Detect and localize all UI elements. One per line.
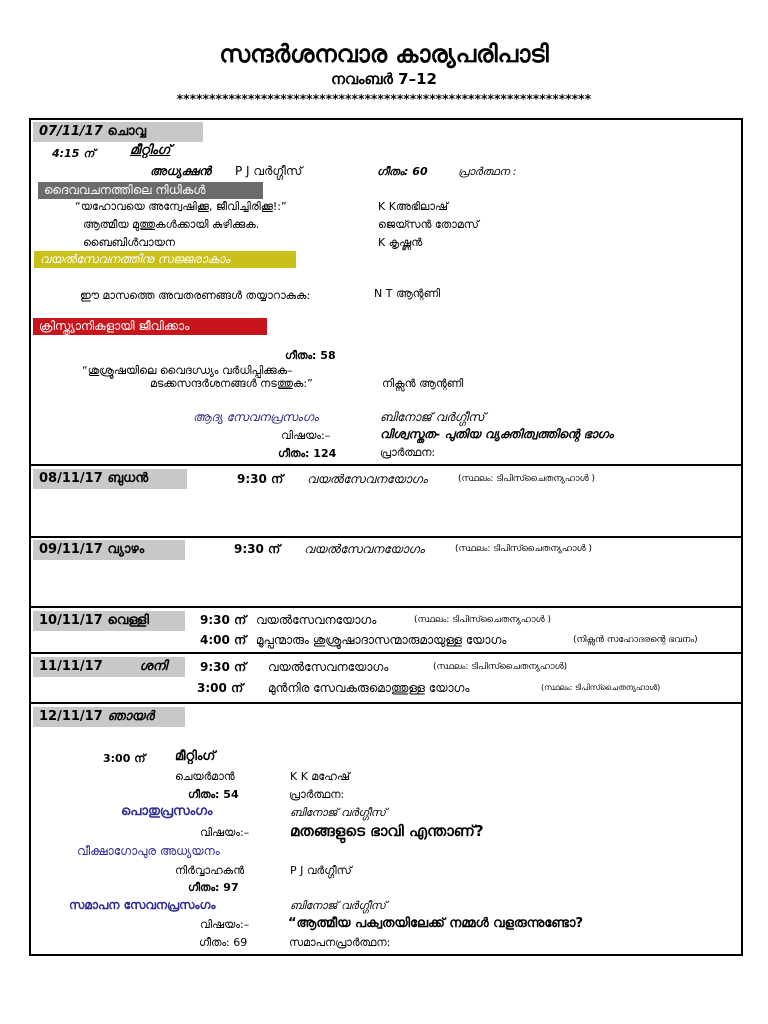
event-name: മുൻനിര സേവകരുമൊത്തുള്ള യോഗം [268, 681, 470, 695]
day-divider [29, 702, 743, 704]
service-talk-subject: വിശ്വസ്തത- പുതിയ വ്യക്തിത്വത്തിന്റെ ഭാഗം [380, 427, 614, 441]
day-date: 08/11/17 [39, 471, 103, 486]
conductor-label: നിർവ്വാഹകൻ [175, 864, 245, 877]
day-header-friday [33, 611, 185, 631]
service-talk-subject-label: വിഷയം:– [281, 429, 331, 442]
event-place: (നിക്സൻ സഹോദരന്റെ ഭവനം) [573, 635, 698, 645]
event-name: വയൽസേവനയോഗം [268, 660, 389, 674]
treasures-item-name: ജെയ്സൻ തോമസ് [378, 218, 479, 231]
treasures-item: ആത്മീയ മുത്തുകൾക്കായി കുഴിക്കുക. [83, 218, 260, 231]
end-prayer: പ്രാർത്ഥന: [380, 446, 436, 459]
treasures-item-name: K Kഅഭിലാഷ് [378, 200, 448, 213]
living-item-name: നിക്സൻ ആന്റണി [382, 377, 464, 390]
public-talk-name: ബിനോജ് വർഗ്ഗീസ് [290, 806, 386, 819]
section-ministry: വയൽസേവനത്തിനു സജ്ജരാകാം [34, 251, 296, 268]
star-divider: **************************************************************** [176, 92, 592, 106]
event-time: 9:30 ന് [237, 472, 284, 486]
closing-talk-name: ബിനോജ് വർഗ്ഗീസ് [290, 899, 386, 912]
day-name: ചൊവ്വ [107, 124, 147, 139]
ministry-item: ഈ മാസത്തെ അവതരണങ്ങൾ തയ്യാറാകുക: [80, 289, 311, 302]
song: ഗീതം: 69 [199, 936, 248, 949]
day-date: 10/11/17 [39, 613, 103, 628]
song-label: ഗീതം: 60 [377, 165, 428, 178]
day-date: 11/11/17 [39, 659, 103, 674]
event-name: വയൽസേവനയോഗം [304, 542, 425, 556]
day-name: വ്യാഴം [107, 542, 145, 557]
day-name: ബുധൻ [107, 471, 149, 486]
treasures-item: “യഹോവയെ അന്വേഷിക്കൂ, ജീവിച്ചിരിക്കൂ!:” [75, 200, 287, 213]
day-divider [29, 536, 743, 538]
watchtower-study-label: വീക്ഷാഗോപുര അധ്യയനം [77, 844, 220, 858]
page-subtitle: നവംബർ 7–12 [331, 70, 437, 88]
event-time: 3:00 ന് [197, 681, 244, 695]
event-name: വയൽസേവനയോഗം [256, 613, 377, 627]
event-place: (സ്ഥലം: ടിപിസ്ചൈതന്യഹാൾ ) [455, 544, 592, 554]
chair-name: P J വർഗ്ഗീസ് [235, 164, 303, 178]
subject-label: വിഷയം:– [200, 826, 250, 839]
event-time: 4:00 ന് [200, 633, 247, 647]
song: ഗീതം: 54 [188, 788, 239, 801]
section-treasures: ദൈവവചനത്തിലെ നിധികൾ [38, 182, 263, 199]
prayer-label: പ്രാർത്ഥന : [458, 165, 517, 178]
day-divider [29, 464, 743, 466]
closing-talk-label: സമാപന സേവനപ്രസംഗം [69, 898, 216, 912]
event-place: (സ്ഥലം: ടിപിസ്ചൈതന്യഹാൾ ) [458, 474, 595, 484]
closing-subject-label: വിഷയം:– [200, 918, 250, 931]
treasures-item-name: K കൃഷ്ണൻ [378, 236, 423, 249]
day-header-sunday [33, 707, 185, 727]
day-divider [29, 606, 743, 608]
living-song: ഗീതം: 58 [285, 349, 336, 362]
service-talk-label: ആദ്യ സേവനപ്രസംഗം [193, 410, 319, 424]
meeting-time: 3:00 ന് [103, 752, 146, 765]
page-title: സന്ദർശനവാര കാര്യപരിപാടി [219, 40, 549, 68]
ministry-item-name: N T ആന്റണി [374, 287, 441, 300]
conductor-name: P J വർഗ്ഗീസ് [290, 864, 352, 877]
day-header-thursday [33, 540, 185, 560]
day-date: 12/11/17 [39, 709, 103, 724]
day-header-tuesday [33, 122, 203, 142]
public-talk-label: പൊതുപ്രസംഗം [121, 804, 213, 819]
chair-label: അധ്യക്ഷൻ [150, 164, 211, 178]
service-talk-name: ബിനോജ് വർഗ്ഗീസ് [380, 410, 485, 424]
day-date: 09/11/17 [39, 542, 103, 557]
day-name: ഞായർ [107, 709, 154, 724]
day-name: ശനി [139, 659, 168, 674]
event-place: (സ്ഥലം: ടിപിസ്ചൈതന്യഹാൾ) [433, 662, 568, 672]
event-place: (സ്ഥലം: ടിപിസ്ചൈതന്യഹാൾ ) [414, 615, 551, 625]
song: ഗീതം: 97 [188, 881, 239, 894]
living-item-line2: മടക്കസന്ദർശനങ്ങൾ നടത്തുക:” [150, 377, 313, 390]
day-header-saturday [33, 657, 185, 677]
public-talk-subject: മതങ്ങളുടെ ഭാവി എന്താണ്? [290, 822, 484, 840]
event-place: (സ്ഥലം: ടിപിസ്ചൈതന്യഹാൾ) [541, 683, 661, 692]
day-date: 07/11/17 [39, 124, 103, 139]
treasures-item: ബൈബിൾവായന [83, 236, 176, 249]
day-divider [29, 652, 743, 654]
meeting-label: മീറ്റിംഗ് [175, 749, 216, 764]
event-time: 9:30 ന് [234, 542, 281, 556]
event-name: മൂപ്പന്മാരും ശുശ്രൂഷാദാസന്മാരുമായുള്ള യോഗം [256, 633, 507, 647]
day-header-wednesday [33, 469, 187, 489]
living-item-line1: “ശുശ്രൂഷയിലെ വൈദഗ്ധ്യം വർധിപ്പിക്കുക– [82, 364, 293, 377]
event-name: വയൽസേവനയോഗം [307, 472, 428, 486]
chair-name: K K മഹേഷ് [290, 770, 350, 783]
meeting-label: മീറ്റിംഗ് [130, 143, 171, 158]
event-time: 9:30 ന് [200, 660, 247, 674]
event-time: 9:30 ന് [200, 613, 247, 627]
closing-prayer: സമാപനപ്രാർത്ഥന: [289, 936, 391, 949]
prayer: പ്രാർത്ഥന: [289, 788, 345, 801]
section-living: ക്രിസ്ത്യാനികളായി ജീവിക്കാം [33, 318, 267, 335]
end-song: ഗീതം: 124 [278, 447, 337, 460]
day-name: വെള്ളി [107, 613, 149, 628]
meeting-time: 4:15 ന് [52, 147, 95, 160]
chair-label: ചെയർമാൻ [175, 770, 235, 783]
closing-talk-subject: “ആത്മീയ പക്വതയിലേക്ക് നമ്മൾ വളരുന്നുണ്ടോ? [288, 916, 584, 931]
